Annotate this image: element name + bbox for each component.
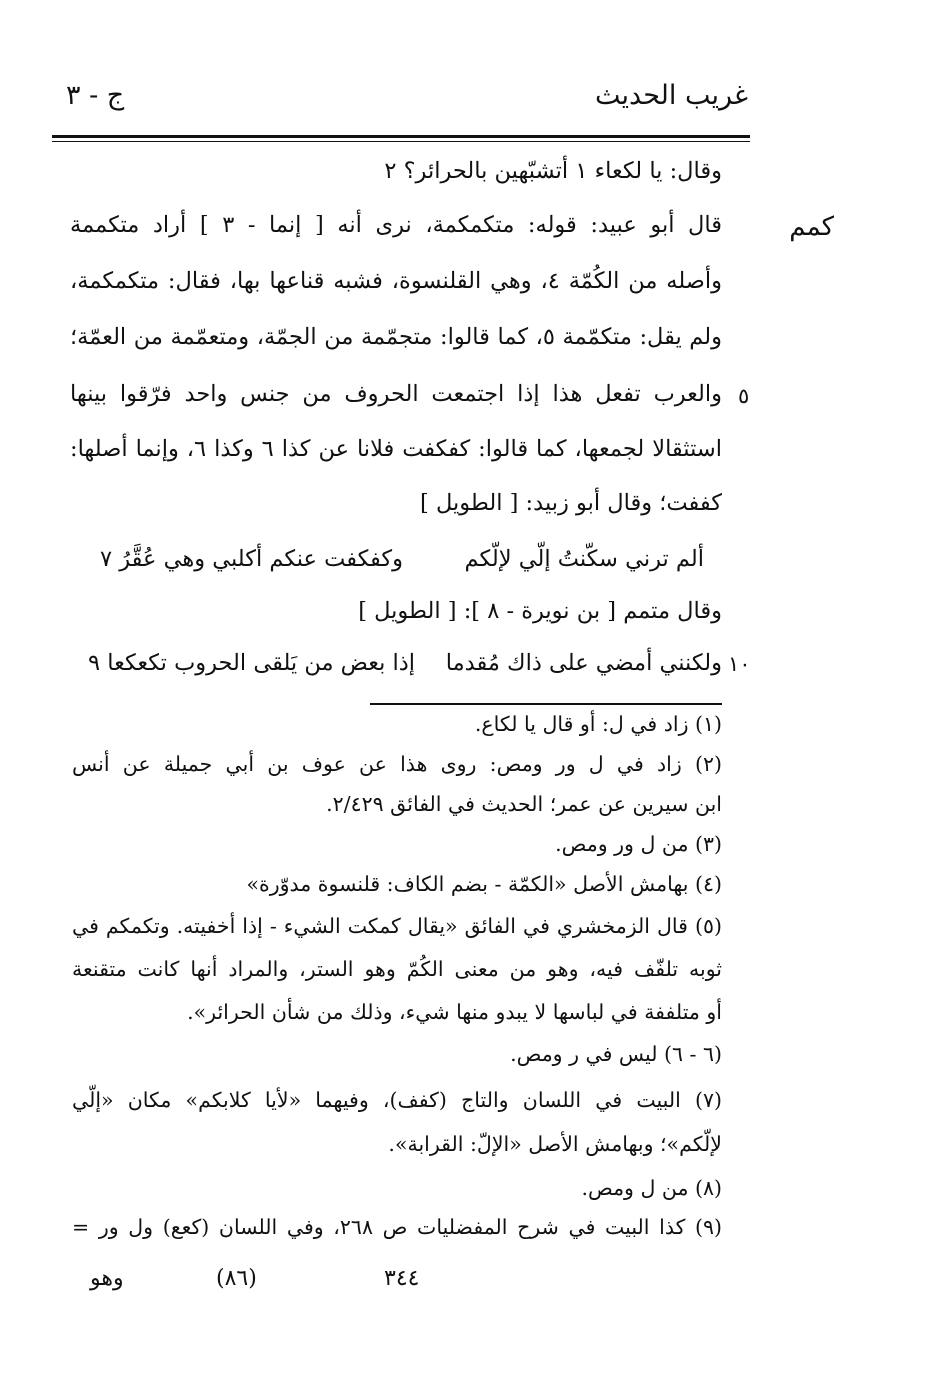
footnote-1: (١) زاد في ل: أو قال يا لكاع. [474, 712, 722, 736]
footnote-4: (٤) بهامش الأصل «الكمّة - بضم الكاف: قلنسوة مدوّرة» [246, 872, 722, 896]
body-line-1: وقال: يا لكعاء ١ أتشبّهين بالحرائر؟ ٢ [384, 158, 722, 184]
catchword: وهو [90, 1266, 124, 1291]
footnote-2: (٢) زاد في ل ور ومص: روى هذا عن عوف بن أبي جميلة عن أنس [72, 752, 722, 776]
line-number-10: ١٠ [728, 652, 751, 676]
page-number: ٣٤٤ [384, 1266, 420, 1291]
body-line-6: استثقالا لجمعها، كما قالوا: كفكفت فلانا عن كذا ٦ وكذا ٦، وإنما أصلها: [70, 436, 722, 462]
footnote-3: (٣) من ل ور ومص. [555, 832, 722, 856]
footnote-9: (٩) كذا البيت في شرح المفضليات ص ٢٦٨، وفي اللسان (كعع) ول ور = [72, 1215, 722, 1239]
body-line-3: وأصله من الكُمّة ٤، وهي القلنسوة، فشبه قناعها بها، فقال: متكمكمة، [70, 268, 722, 294]
footnote-7: (٧) البيت في اللسان والتاج (كفف)، وفيهما «لأيا كلابكم» مكان «إلّي [72, 1088, 722, 1112]
verse-2-first-hemistich: ولكنني أمضي على ذاك مُقدما [445, 650, 722, 676]
header-rule-thick [52, 135, 750, 138]
sheet-number: (٨٦) [216, 1266, 257, 1291]
footnote-7-cont: لإلّكم»؛ وبهامش الأصل «الإلّ: القرابة». [388, 1132, 722, 1156]
body-line-4: ولم يقل: متكمّمة ٥، كما قالوا: متجمّمة من الجمّة، ومتعمّمة من العمّة؛ [70, 324, 722, 350]
running-title: غريب الحديث [595, 80, 748, 111]
volume-label: ج - ٣ [66, 80, 125, 111]
footnote-6: (٦ - ٦) ليس في ر ومص. [510, 1042, 722, 1066]
verse-1-first-hemistich: ألم ترني سكّنتُ إلّي لإلّكم [464, 546, 704, 572]
footnote-separator [370, 703, 722, 705]
line-number-5: ٥ [738, 384, 750, 408]
margin-root-word: كمم [789, 212, 834, 242]
verse-2-intro: وقال متمم [ بن نويرة - ٨ ]: [ الطويل ] [358, 598, 722, 624]
footnote-5: (٥) قال الزمخشري في الفائق «يقال كمكت الشيء - إذا أخفيته. وتكمكم في [72, 914, 722, 938]
footnote-8: (٨) من ل ومص. [581, 1176, 722, 1200]
verse-2-second-hemistich: إذا بعض من يَلقى الحروب تكعكعا ٩ [88, 650, 416, 676]
footnote-5-cont-2: أو متلففة في لباسها لا يبدو منها شيء، وذلك من شأن الحرائر». [187, 1000, 722, 1024]
body-line-2: قال أبو عبيد: قوله: متكمكمة، نرى أنه [ إنما - ٣ ] أراد متكممة [70, 212, 723, 238]
body-line-5: والعرب تفعل هذا إذا اجتمعت الحروف من جنس واحد فرّقوا بينها [70, 381, 722, 407]
footnote-2-cont: ابن سيرين عن عمر؛ الحديث في الفائق ٢/٤٢٩. [326, 792, 722, 816]
body-line-7: كففت؛ وقال أبو زبيد: [ الطويل ] [420, 490, 722, 516]
header-rule-thin [52, 141, 750, 142]
verse-1-second-hemistich: وكفكفت عنكم أكلبي وهي عُقَّرُ ٧ [100, 546, 403, 572]
footnote-5-cont-1: ثوبه تلفّف فيه، وهو من معنى الكُمّ وهو الستر، والمراد أنها كانت متقنعة [72, 957, 722, 981]
